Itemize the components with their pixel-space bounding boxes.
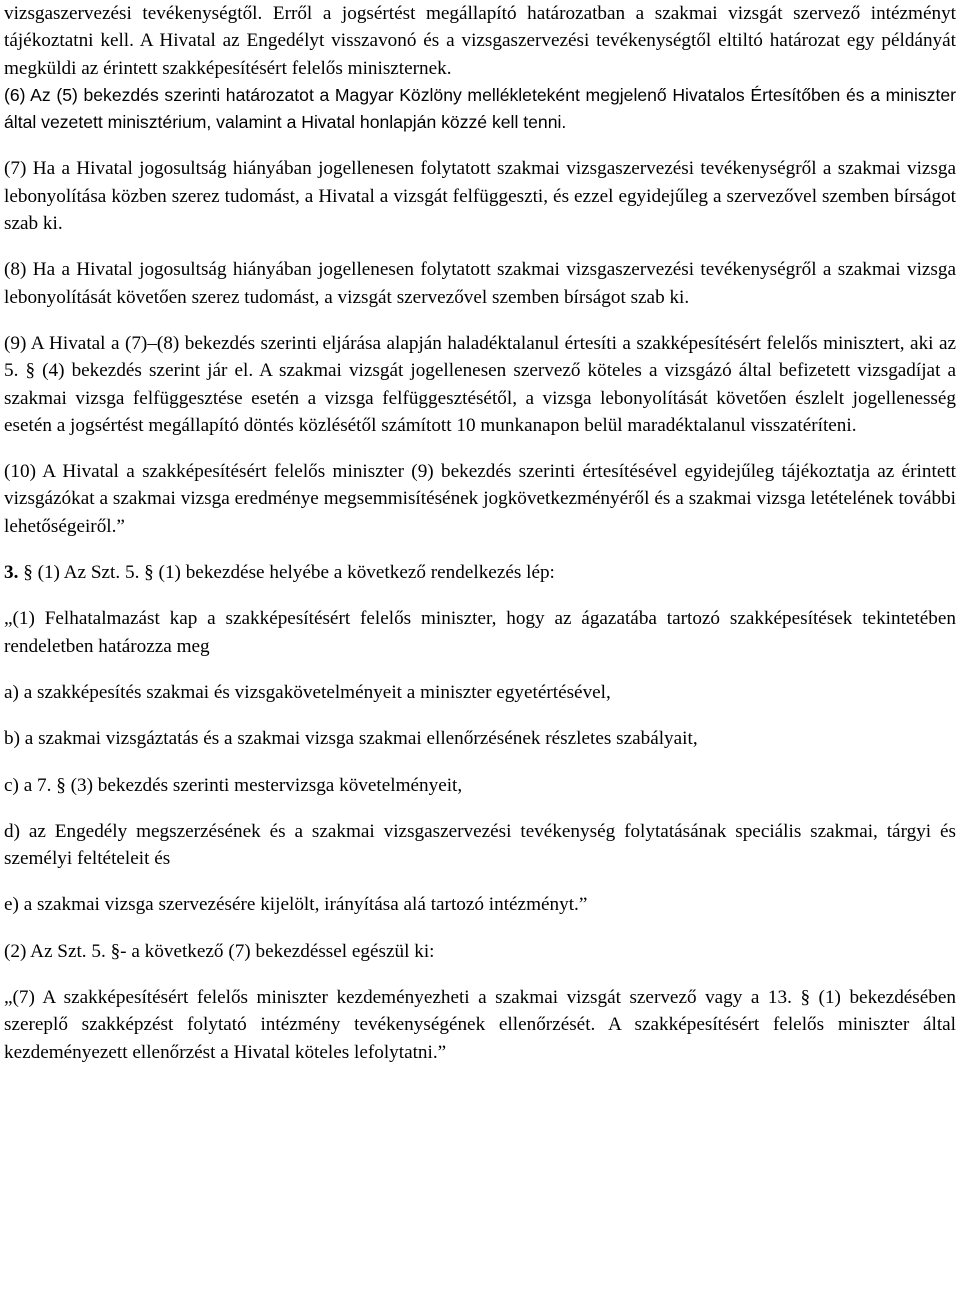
document-page	[4, 0, 956, 1066]
paragraph-8: (8) Ha a Hivatal jogosultság hiányában jogellenesen folytatott szakmai vizsgaszervezési tevékenységről a szakmai vizsga lebonyolítását követően szerez tudomást, a vizsgát szervezővel szemben bírságot szab ki.	[4, 259, 956, 308]
list-item-b: b) a szakmai vizsgáztatás és a szakmai vizsga szakmai ellenőrzésének részletes szabályait,	[4, 728, 698, 750]
list-item-e: e) a szakmai vizsga szervezésére kijelölt, irányítása alá tartozó intézményt.”	[4, 894, 588, 916]
paragraph-9: (9) A Hivatal a (7)–(8) bekezdés szerinti eljárása alapján haladéktalanul értesíti a szakképesítésért felelős minisztert, aki az 5. § (4) bekezdés szerint jár el. A szakmai vizsgát jogellenesen szervező köteles a vizsgázó által befizetett vizsgadíjat a szakmai vizsga felfüggesztése esetén a vizsga felfüggesztésétől, a vizsga lebonyolítását követően észlelt jogellenesség esetén a jogsértést megállapító döntés közlésétől számított 10 munkanapon belül maradéktalanul visszatéríteni.	[4, 332, 956, 436]
quoted-subsection-7: „(7) A szakképesítésért felelős miniszter kezdeményezheti a szakmai vizsgát szervező vagy a 13. § (1) bekezdésében szereplő szakképzést folytató intézmény tevékenységének ellenőrzését. A szakképesítésért felelős miniszter által kezdeményezett ellenőrzést a Hivatal köteles lefolytatni.”	[4, 987, 956, 1063]
paragraph-6: (6) Az (5) bekezdés szerinti határozatot a Magyar Közlöny mellékleteként megjelenő Hivatalos Értesítőben és a miniszter által vezetett minisztérium, valamint a Hivatal honlapján közzé kell tenni.	[4, 84, 956, 133]
paragraph-10: (10) A Hivatal a szakképesítésért felelős miniszter (9) bekezdés szerinti értesítésével egyidejűleg tájékoztatja az érintett vizsgázókat a szakmai vizsga eredménye megsemmisítésének jogkövetkezményéről és a szakmai vizsga letételének további lehetőségeiről.”	[4, 461, 956, 537]
section-3-text: § (1) Az Szt. 5. § (1) bekezdése helyébe a következő rendelkezés lép:	[18, 562, 555, 584]
subsection-2: (2) Az Szt. 5. §- a következő (7) bekezdéssel egészül ki:	[4, 940, 435, 962]
list-item-a: a) a szakképesítés szakmai és vizsgakövetelményeit a miniszter egyetértésével,	[4, 681, 611, 703]
list-item-c: c) a 7. § (3) bekezdés szerinti mestervizsga követelményeit,	[4, 774, 463, 796]
quoted-subsection-1: „(1) Felhatalmazást kap a szakképesítésért felelős miniszter, hogy az ágazatába tartozó szakképesítések tekintetében rendeletben határozza meg	[4, 608, 956, 657]
paragraph-continuation: vizsgaszervezési tevékenységtől. Erről a jogsértést megállapító határozatban a szakmai vizsgát szervező intézményt tájékoztatni kell. A Hivatal az Engedélyt visszavonó és a vizsgaszervezési tevékenységtől eltiltó határozat egy példányát megküldi az érintett szakképesítésért felelős miniszternek.	[4, 3, 956, 79]
paragraph-7: (7) Ha a Hivatal jogosultság hiányában jogellenesen folytatott szakmai vizsgaszervezési tevékenységről a szakmai vizsga lebonyolítása közben szerez tudomást, a Hivatal a vizsgát felfüggeszti, és ezzel egyidejűleg a szervezővel szemben bírságot szab ki.	[4, 158, 956, 235]
section-number: 3.	[4, 562, 19, 584]
section-3-heading	[4, 559, 956, 586]
list-item-d: d) az Engedély megszerzésének és a szakmai vizsgaszervezési tevékenység folytatásának speciális szakmai, tárgyi és személyi feltételeit és	[4, 820, 956, 870]
